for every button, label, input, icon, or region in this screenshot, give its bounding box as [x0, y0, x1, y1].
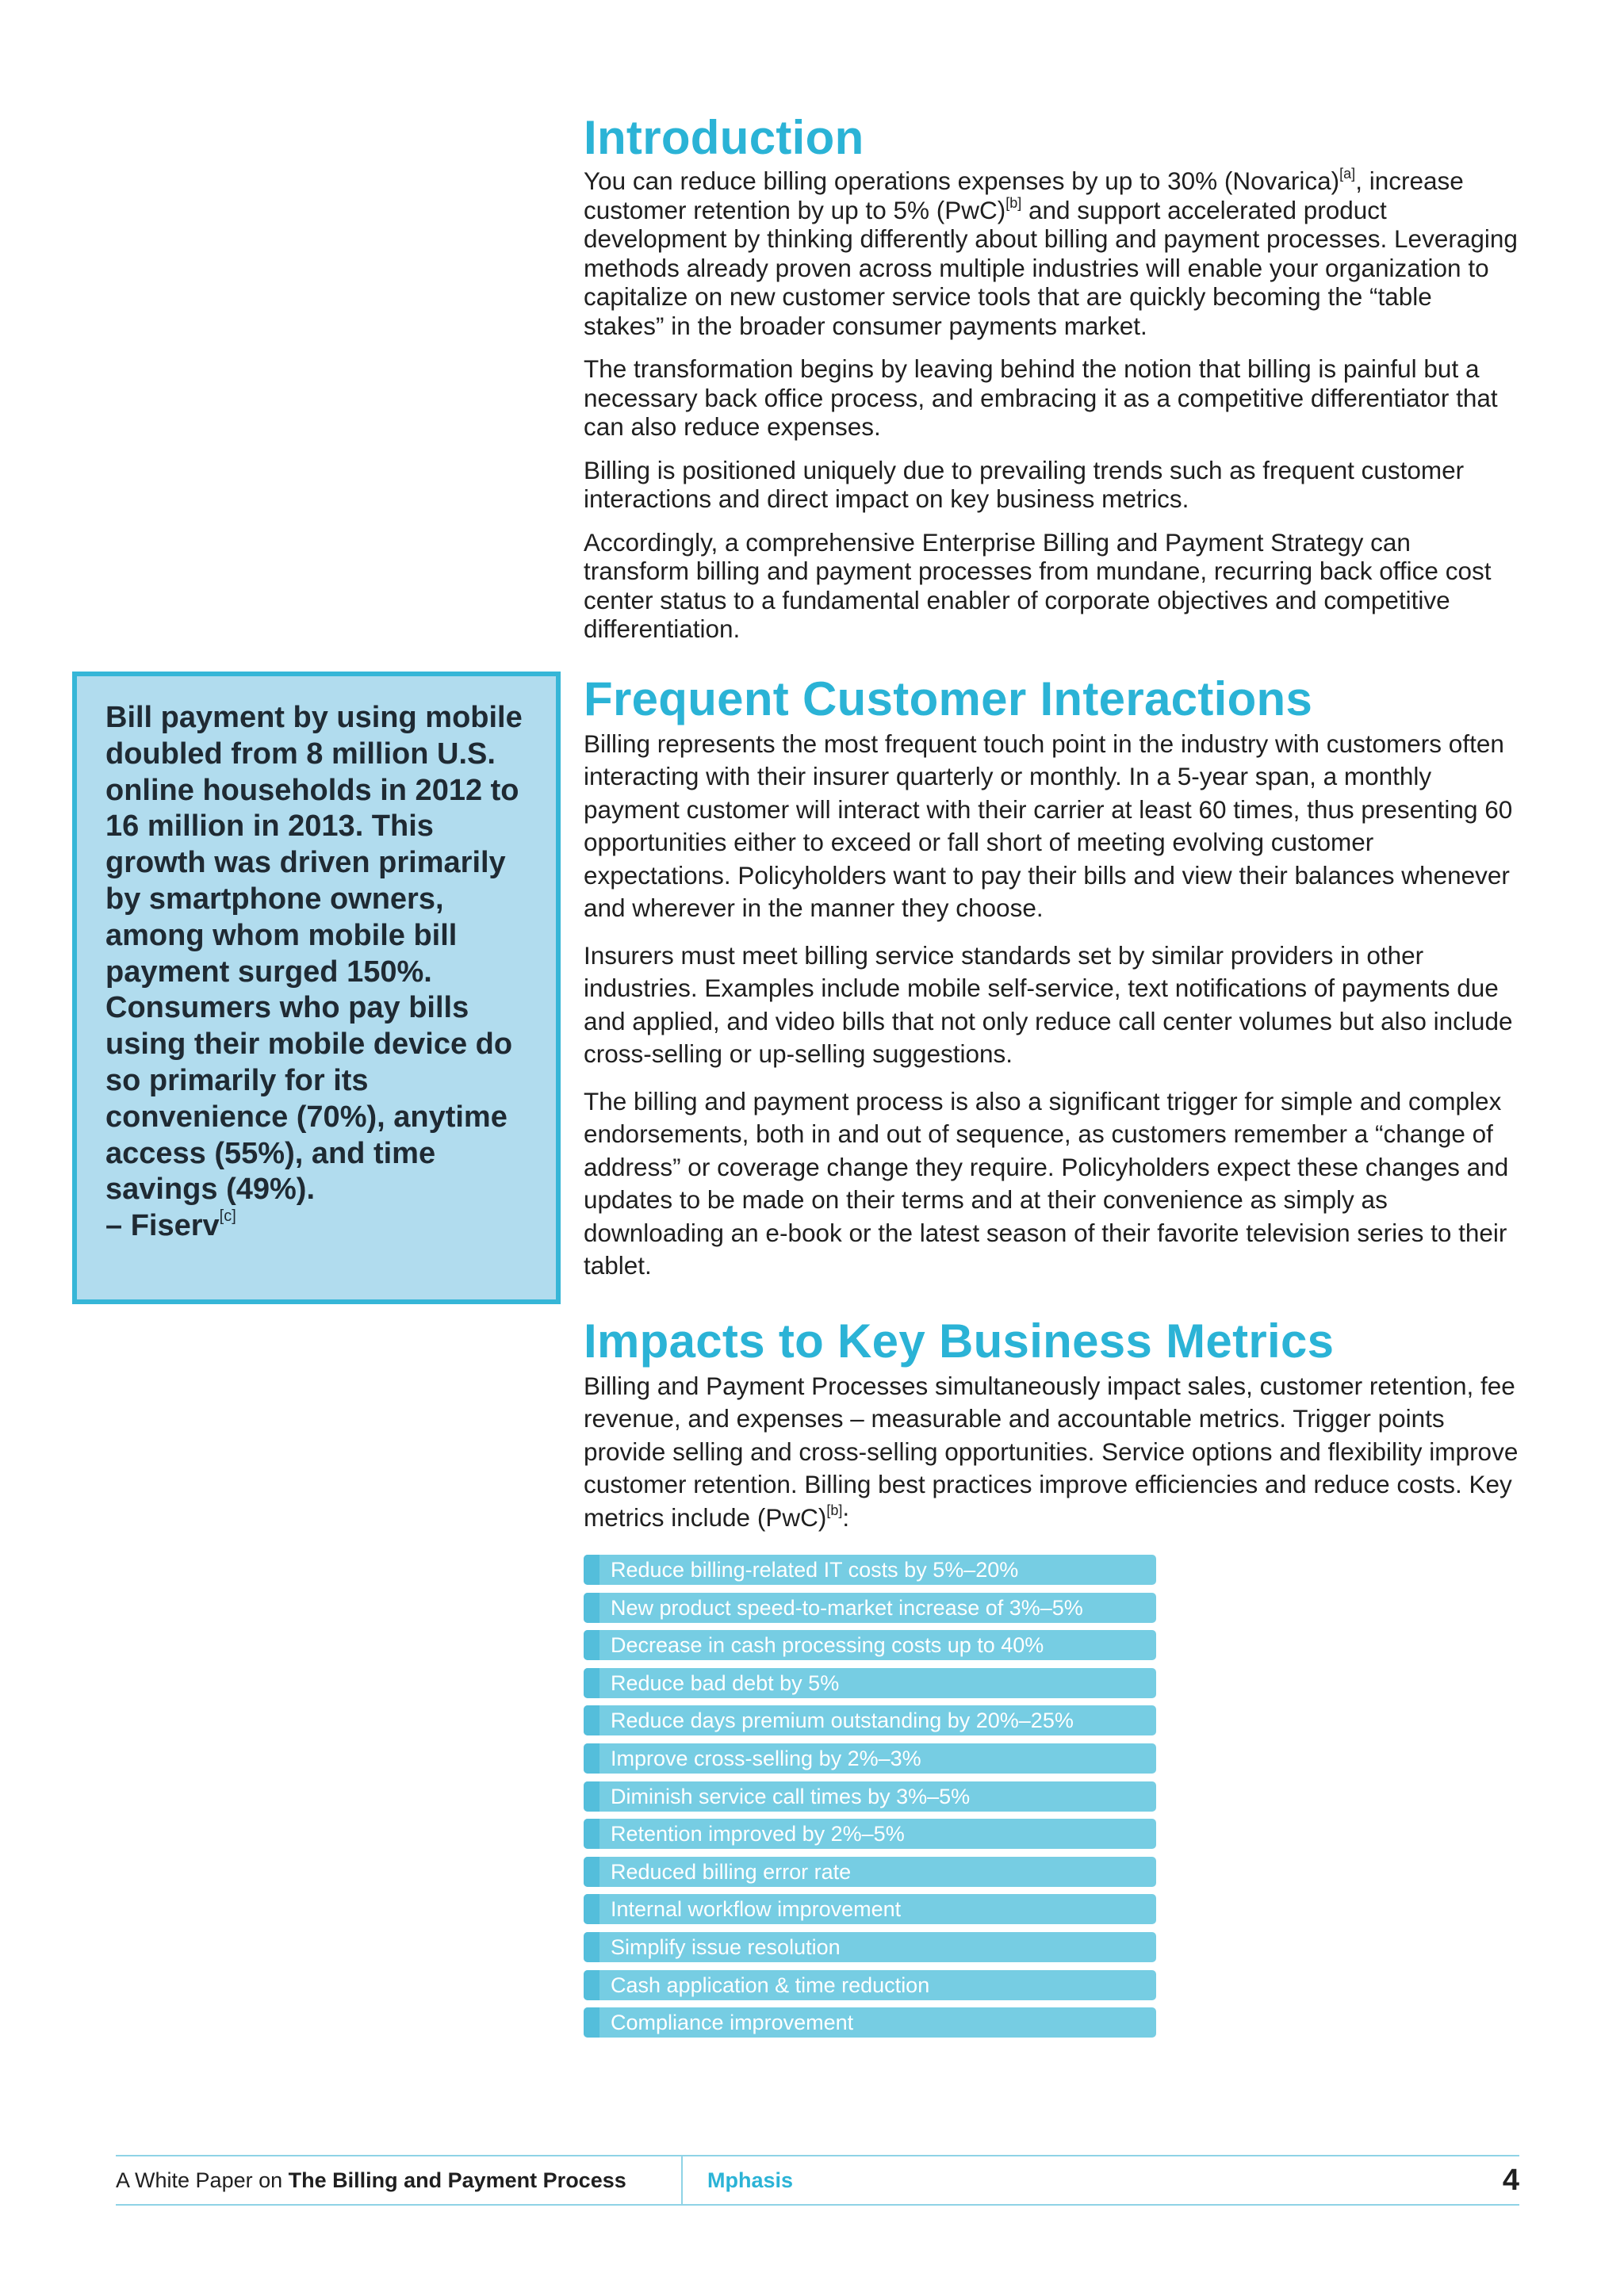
- metric-item: Reduce billing-related IT costs by 5%–20%: [584, 1555, 1156, 1585]
- frequent-interactions-heading: Frequent Customer Interactions: [584, 672, 1313, 725]
- impacts-section: [584, 1313, 1519, 2038]
- intro-text-a: You can reduce billing operations expenses by up to 30% (Novarica): [584, 166, 1340, 195]
- footer-divider: [681, 2156, 683, 2204]
- callout-source-name: – Fiserv: [105, 1209, 220, 1243]
- introduction-section: [584, 109, 1519, 644]
- frequent-paragraph-2: Insurers must meet billing service standards set by similar providers in other industries. Examples include mobile self-service, text notifications of payments due and applied, and video bills that not only reduce call center volumes but also include cross-selling or up-selling suggestions.: [584, 940, 1513, 1068]
- introduction-paragraph-2: The transformation begins by leaving behind the notion that billing is painful but a necessary back office process, and embracing it as a competitive differentiator that can also reduce expenses.: [584, 354, 1498, 441]
- introduction-paragraph-3: Billing is positioned uniquely due to prevailing trends such as frequent customer interactions and direct impact on key business metrics.: [584, 455, 1465, 513]
- metric-item: Retention improved by 2%–5%: [584, 1819, 1156, 1849]
- metric-item: Diminish service call times by 3%–5%: [584, 1781, 1156, 1812]
- footnote-ref-c: [c]: [219, 1207, 236, 1226]
- frequent-interactions-section: [584, 671, 1519, 1283]
- metric-item: Reduced billing error rate: [584, 1857, 1156, 1887]
- footnote-ref-a: [a]: [1339, 166, 1356, 182]
- footer-title: [116, 2156, 626, 2204]
- metric-item: Simplify issue resolution: [584, 1932, 1156, 1962]
- metric-item: Cash application & time reduction: [584, 1970, 1156, 2000]
- footer-brand: Mphasis: [707, 2168, 794, 2192]
- metrics-list: [584, 1555, 1156, 2038]
- introduction-paragraph-1: [584, 166, 1519, 340]
- introduction-paragraph-4: Accordingly, a comprehensive Enterprise Billing and Payment Strategy can transform billing and payment processes from mundane, recurring back office cost center status to a fundamental enabler of corporate objectives and competitive differentiation.: [584, 527, 1492, 643]
- frequent-paragraph-1: Billing represents the most frequent touch point in the industry with customers often interacting with their insurer quarterly or monthly. In a 5-year span, a monthly payment customer will interact with their carrier at least 60 times, thus presenting 60 opportunities either to exceed or fall short of meeting evolving customer expectations. Policyholders want to pay their bills and view their balances whenever and wherever in the manner they choose.: [584, 729, 1513, 922]
- footer-prefix: A White Paper on: [116, 2168, 289, 2192]
- main-content: [584, 109, 1519, 2045]
- footer-document-title: The Billing and Payment Process: [288, 2168, 626, 2192]
- metric-item: Compliance improvement: [584, 2007, 1156, 2038]
- metric-item: Improve cross-selling by 2%–3%: [584, 1743, 1156, 1774]
- frequent-paragraph-3: The billing and payment process is also a significant trigger for simple and complex endorsements, both in and out of sequence, as customers remember a “change of address” or coverage change they require. Policyholders expect these changes and updates to be made on their terms and at their convenience as simply as downloading an e-book or the latest season of their favorite television series to their tablet.: [584, 1086, 1509, 1280]
- impacts-paragraph: [584, 1370, 1519, 1535]
- callout-box: [72, 672, 561, 1304]
- metric-item: Reduce days premium outstanding by 20%–25%: [584, 1705, 1156, 1735]
- introduction-heading: Introduction: [584, 111, 864, 164]
- impacts-colon: :: [842, 1502, 850, 1532]
- callout-text: Bill payment by using mobile doubled from 8 million U.S. online households in 2012 to 16 million in 2013. This growth was driven primarily by smartphone owners, among whom mobile bill payment surged 150%. Consumers who pay bills using their mobile device do so primarily for its convenience (70%), anytime access (55%), and time savings (49%).: [105, 701, 523, 1207]
- metric-item: Decrease in cash processing costs up to 40%: [584, 1630, 1156, 1660]
- impacts-text: Billing and Payment Processes simultaneously impact sales, customer retention, fee revenue, and expenses – measurable and accountable metrics. Trigger points provide selling and cross-selling opportunities. Service options and flexibility improve customer retention. Billing best practices improve efficiencies and reduce costs. Key metrics include (PwC): [584, 1371, 1519, 1532]
- metric-item: Reduce bad debt by 5%: [584, 1668, 1156, 1698]
- metric-item: New product speed-to-market increase of 3%–5%: [584, 1593, 1156, 1623]
- page-footer: [116, 2155, 1519, 2206]
- footnote-ref-b: [b]: [826, 1502, 843, 1518]
- callout-source: [105, 1208, 532, 1245]
- intro-text-c: and support accelerated product development by thinking differently about billing and payment processes. Leveraging methods already proven across multiple industries will enable your organization to capitalize on new customer service tools that are quickly becoming the “table stakes” in the broader consumer payments market.: [584, 195, 1518, 340]
- intro-text-b: , increase customer retention by up to 5% (PwC): [584, 166, 1464, 224]
- page-number: 4: [1502, 2164, 1519, 2197]
- impacts-heading: Impacts to Key Business Metrics: [584, 1314, 1335, 1368]
- footnote-ref-b: [b]: [1005, 194, 1022, 211]
- metric-item: Internal workflow improvement: [584, 1894, 1156, 1924]
